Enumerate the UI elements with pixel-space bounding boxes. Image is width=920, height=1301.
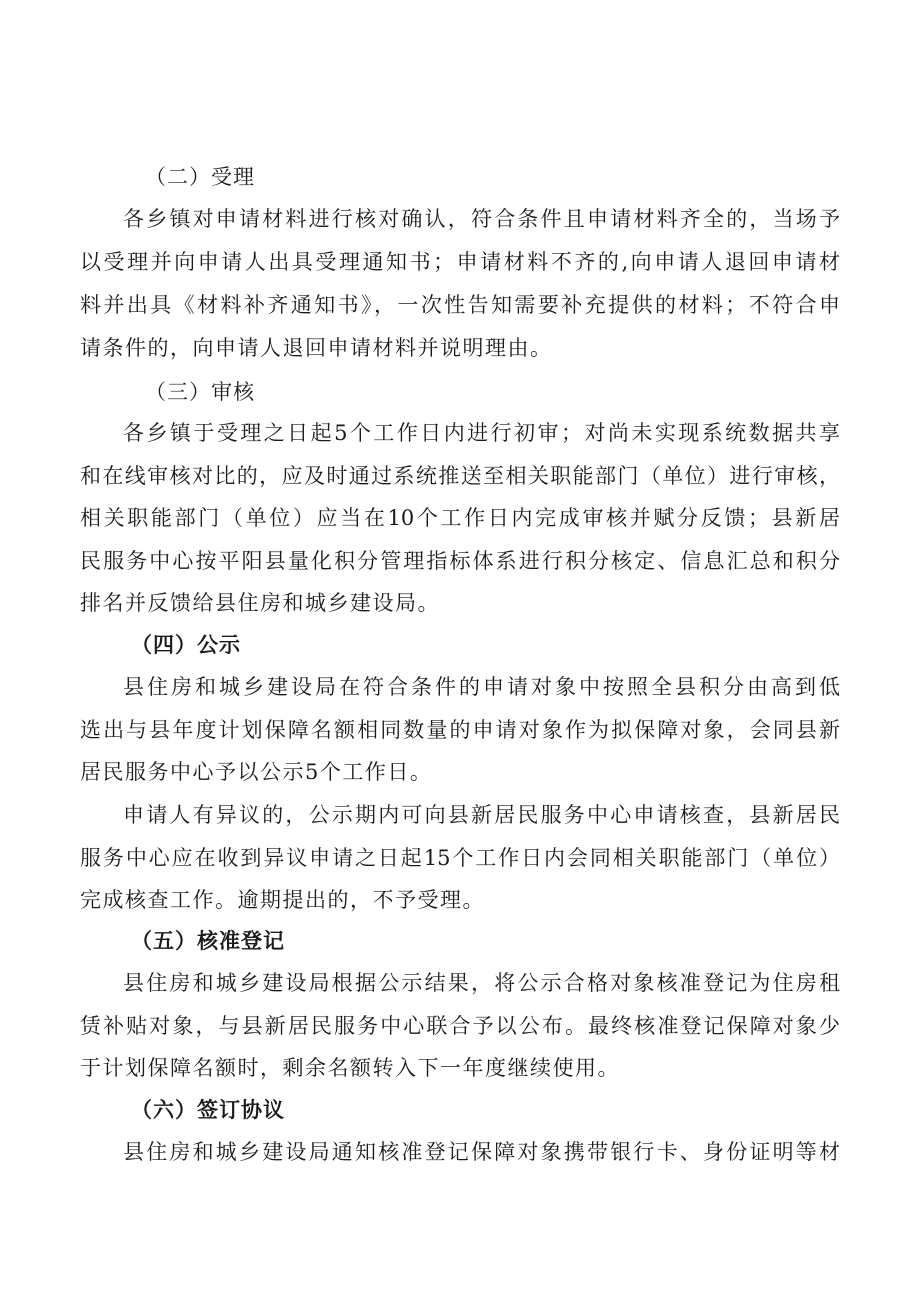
paragraph-line: 县住房和城乡建设局根据公示结果，将公示合格对象核准登记为住房租 [123, 971, 840, 995]
paragraph-line: 申请人有异议的，公示期内可向县新居民服务中心申请核查，县新居民 [123, 803, 840, 827]
paragraph-line: 县住房和城乡建设局在符合条件的申请对象中按照全县积分由高到低 [123, 675, 840, 699]
paragraph-line: 于计划保障名额时，剩余名额转入下一年度继续使用。 [80, 1056, 620, 1080]
paragraph-line: 各乡镇对申请材料进行核对确认，符合条件且申请材料齐全的，当场予 [123, 207, 840, 231]
paragraph-line: 相关职能部门（单位）应当在10个工作日内完成审核并赋分反馈；县新居 [80, 506, 840, 530]
section-heading-review: （三）审核 [145, 380, 255, 404]
section-heading-sign-agreement: （六）签订协议 [131, 1097, 285, 1122]
paragraph-line: 服务中心应在收到异议申请之日起15个工作日内会同相关职能部门（单位） [80, 846, 840, 870]
paragraph-line: 赁补贴对象，与县新居民服务中心联合予以公布。最终核准登记保障对象少 [80, 1014, 840, 1038]
section-heading-approval-registration: （五）核准登记 [131, 928, 285, 953]
paragraph-line: 选出与县年度计划保障名额相同数量的申请对象作为拟保障对象，会同县新 [80, 718, 840, 742]
paragraph-line: 完成核查工作。逾期提出的，不予受理。 [80, 888, 485, 912]
paragraph-line: 民服务中心按平阳县量化积分管理指标体系进行积分核定、信息汇总和积分 [80, 549, 840, 573]
paragraph-line: 排名并反馈给县住房和城乡建设局。 [80, 591, 440, 615]
paragraph-line: 请条件的，向申请人退回申请材料并说明理由。 [80, 336, 553, 360]
paragraph-line: 县住房和城乡建设局通知核准登记保障对象携带银行卡、身份证明等材 [123, 1140, 840, 1164]
paragraph-line: 和在线审核对比的，应及时通过系统推送至相关职能部门（单位）进行审核， [80, 464, 840, 488]
section-heading-acceptance: （二）受理 [145, 165, 255, 189]
paragraph-line: 料并出具《材料补齐通知书》，一次性告知需要补充提供的材料；不符合申 [80, 293, 840, 317]
paragraph-line: 居民服务中心予以公示5个工作日。 [80, 760, 433, 784]
section-heading-publicity: （四）公示 [131, 632, 241, 657]
paragraph-line: 以受理并向申请人出具受理通知书；申请材料不齐的,向申请人退回申请材 [80, 250, 840, 274]
paragraph-line: 各乡镇于受理之日起5个工作日内进行初审；对尚未实现系统数据共享 [123, 421, 840, 445]
